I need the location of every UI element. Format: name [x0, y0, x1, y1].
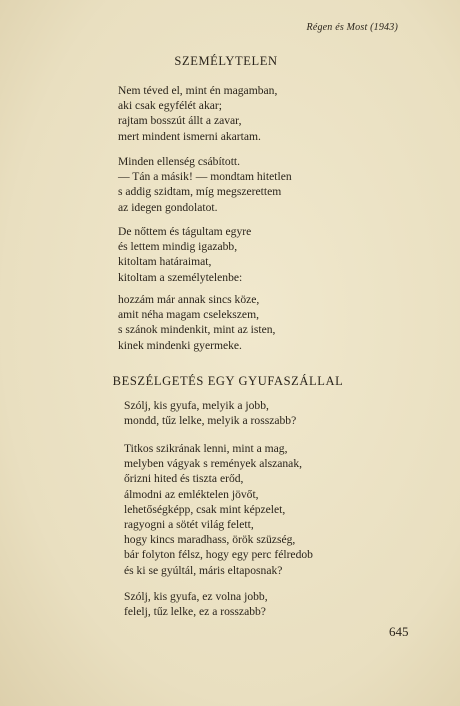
verse-line: Szólj, kis gyufa, ez volna jobb, — [124, 590, 268, 603]
verse-line: kitoltam határaimat, — [118, 255, 212, 269]
verse-line: Titkos szikrának lenni, mint a mag, — [124, 442, 288, 455]
verse-line: aki csak egyfélét akar; — [118, 99, 222, 113]
page-number: 645 — [389, 624, 409, 639]
verse-line: melyben vágyak s remények alszanak, — [124, 457, 303, 471]
verse-line: felelj, tűz lelke, ez a rosszabb? — [124, 605, 266, 619]
stanza — [124, 441, 313, 578]
verse-line: bár folyton félsz, hogy egy perc félredob — [124, 548, 313, 562]
stanza — [118, 292, 275, 353]
stanza — [118, 224, 251, 285]
poem-title: BESZÉLGETÉS EGY GYUFASZÁLLAL — [112, 374, 344, 388]
verse-line: mert mindent ismerni akartam. — [118, 129, 261, 143]
verse-line: De nőttem és tágultam egyre — [118, 225, 252, 238]
poem-title: SZEMÉLYTELEN — [174, 54, 278, 68]
verse-line: és lettem mindig igazabb, — [118, 240, 238, 254]
stanza — [124, 589, 268, 619]
verse-line: Minden ellenség csábított. — [118, 155, 241, 168]
verse-line: álmodni az emléktelen jövőt, — [124, 487, 259, 501]
verse-line: s addig szidtam, míg megszerettem — [118, 185, 282, 199]
verse-line: — Tán a másik! — mondtam hitetlen — [118, 170, 292, 184]
verse-line: őrizni hited és tiszta erőd, — [124, 472, 244, 486]
stanza — [118, 154, 292, 215]
verse-line: lehetőségképp, csak mint képzelet, — [124, 502, 286, 516]
verse-line: amit néha magam cselekszem, — [118, 308, 259, 322]
stanza — [118, 83, 277, 144]
verse-line: kitoltam a személytelenbe: — [118, 270, 243, 284]
verse-line: ragyogni a sötét világ felett, — [124, 518, 254, 532]
running-header: Régen és Most (1943) — [306, 22, 398, 33]
verse-line: rajtam bosszút állt a zavar, — [118, 114, 242, 128]
verse-line: Nem téved el, mint én magamban, — [118, 84, 278, 97]
verse-line: mondd, tűz lelke, melyik a rosszabb? — [124, 414, 297, 428]
verse-line: és ki se gyúltál, máris eltaposnak? — [124, 563, 283, 577]
verse-line: hogy kincs maradhass, örök szüzség, — [124, 533, 296, 547]
verse-line: kinek mindenki gyermeke. — [118, 338, 242, 352]
verse-line: s szánok mindenkit, mint az isten, — [118, 323, 276, 337]
verse-line: hozzám már annak sincs köze, — [118, 293, 260, 306]
verse-line: az idegen gondolatot. — [118, 200, 218, 214]
verse-line: Szólj, kis gyufa, melyik a jobb, — [124, 399, 269, 412]
stanza — [124, 398, 296, 428]
